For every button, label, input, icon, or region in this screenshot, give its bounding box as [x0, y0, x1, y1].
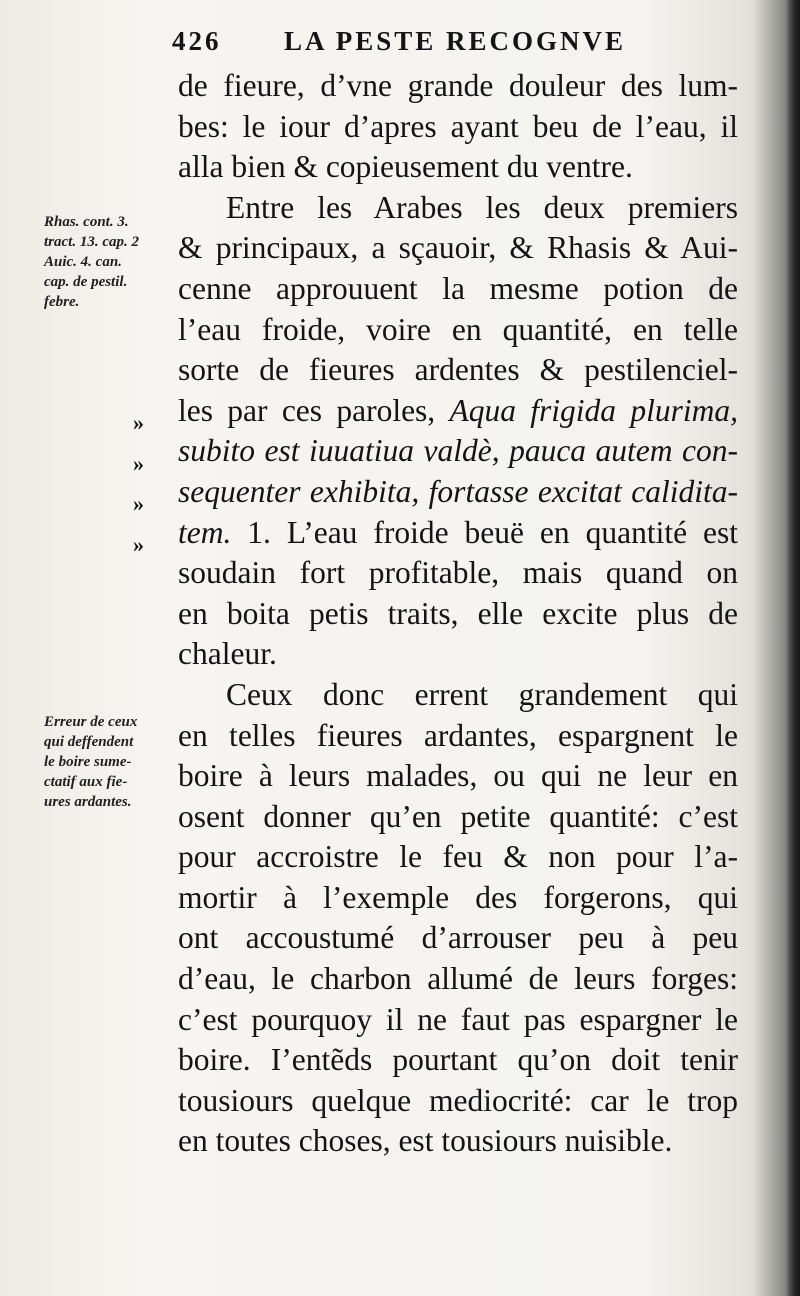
text-line-main: boire à leurs malades, ou qui ne leur en: [178, 758, 738, 794]
text-line: [178, 269, 738, 310]
text-line-main: chaleur.: [178, 636, 277, 672]
margin-note-erreur: [44, 712, 137, 812]
text-line-main: mortir à l’exemple des forgerons, qui: [178, 879, 738, 915]
text-line: [178, 472, 738, 513]
text-line-main: tem.: [178, 514, 232, 550]
text-line: [178, 553, 738, 594]
text-line-main: l’eau froide, voire en quantité, en telle: [178, 311, 738, 347]
text-line-main: boire. I’entẽds pourtant qu’on doit tenir: [178, 1042, 738, 1078]
text-line-main: & principaux, a sçauoir, & Rhasis & Aui-: [178, 230, 738, 266]
text-line-main: osent donner qu’en petite quantité: c’est: [178, 798, 738, 834]
text-line-main: tousiours quelque mediocrité: car le trop: [178, 1082, 738, 1118]
text-line-main: d’eau, le charbon allumé de leurs forges:: [178, 961, 738, 997]
margin-note-line: febre.: [44, 294, 80, 310]
text-line-main: les par ces paroles,: [178, 392, 450, 428]
text-line-main: en telles fieures ardantes, espargnent le: [178, 717, 738, 753]
quotation-mark: »: [133, 532, 144, 557]
text-line: [178, 350, 738, 391]
body-text: [178, 66, 738, 1162]
margin-note-line: ures ardantes.: [44, 794, 132, 810]
margin-note-line: le boire sume-: [44, 754, 132, 770]
text-line: [178, 391, 738, 432]
running-header: [172, 26, 652, 66]
text-line: [178, 716, 738, 757]
text-line-main: en boita petis traits, elle excite plus de: [178, 595, 738, 631]
text-line-main: c’est pourquoy il ne faut pas espargner le: [178, 1001, 738, 1037]
page-edge-shadow: [786, 0, 800, 1296]
text-line: [178, 959, 738, 1000]
page-number: 426: [172, 26, 222, 56]
text-line: [178, 675, 738, 716]
quotation-mark: »: [133, 491, 144, 516]
text-line-main: subito est iuuatiua valdè, pauca autem con-: [178, 433, 738, 469]
text-line-main: sequenter exhibita, fortasse excitat calidita-: [178, 473, 738, 509]
text-line: [178, 513, 738, 554]
text-line: [178, 756, 738, 797]
margin-note-line: ctatif aux fie-: [44, 774, 128, 790]
text-line: [178, 918, 738, 959]
text-line-main: Entre les Arabes les deux premiers: [226, 189, 738, 225]
text-line: [178, 431, 738, 472]
quotation-mark: »: [133, 410, 144, 435]
text-line-main: soudain fort profitable, mais quand on: [178, 555, 738, 591]
text-line-main: Ceux donc errent grandement qui: [226, 676, 738, 712]
text-line: [178, 1121, 738, 1162]
text-line: [178, 878, 738, 919]
text-line: [178, 310, 738, 351]
text-line-main: bes: le iour d’apres ayant beu de l’eau, il: [178, 108, 738, 144]
text-line: [178, 1081, 738, 1122]
text-line-main: ont accoustumé d’arrouser peu à peu: [178, 920, 738, 956]
text-line: [178, 1000, 738, 1041]
text-line: [178, 188, 738, 229]
text-line-italic-tail: Aqua frigida plurima,: [449, 392, 738, 428]
text-line: [178, 594, 738, 635]
running-title: LA PESTE RECOGNVE: [284, 26, 627, 56]
text-line: [178, 228, 738, 269]
margin-note-rhasis: [44, 212, 139, 312]
text-line-main: de fieure, d’vne grande douleur des lum-: [178, 68, 738, 103]
margin-note-line: Rhas. cont. 3.: [44, 214, 129, 230]
text-line: [178, 1040, 738, 1081]
text-line-tail: 1. L’eau froide beuë en quantité est: [231, 514, 738, 550]
margin-note-line: Erreur de ceux: [44, 714, 138, 730]
margin-note-line: cap. de pestil.: [44, 274, 128, 290]
text-line: [178, 66, 738, 107]
text-line: [178, 837, 738, 878]
text-line: [178, 147, 738, 188]
text-line-main: pour accroistre le feu & non pour l’a-: [178, 839, 738, 875]
text-line: [178, 107, 738, 148]
quotation-mark: »: [133, 451, 144, 476]
text-line-main: cenne approuuent la mesme potion de: [178, 270, 738, 306]
text-line-main: sorte de fieures ardentes & pestilenciel-: [178, 352, 738, 388]
margin-note-line: Auic. 4. can.: [44, 254, 122, 270]
text-line: [178, 634, 738, 675]
text-line-main: en toutes choses, est tousiours nuisible.: [178, 1123, 673, 1159]
text-line-main: alla bien & copieusement du ventre.: [178, 149, 633, 185]
margin-note-line: tract. 13. cap. 2: [44, 234, 139, 250]
text-line: [178, 797, 738, 838]
margin-note-line: qui deffendent: [44, 734, 134, 750]
